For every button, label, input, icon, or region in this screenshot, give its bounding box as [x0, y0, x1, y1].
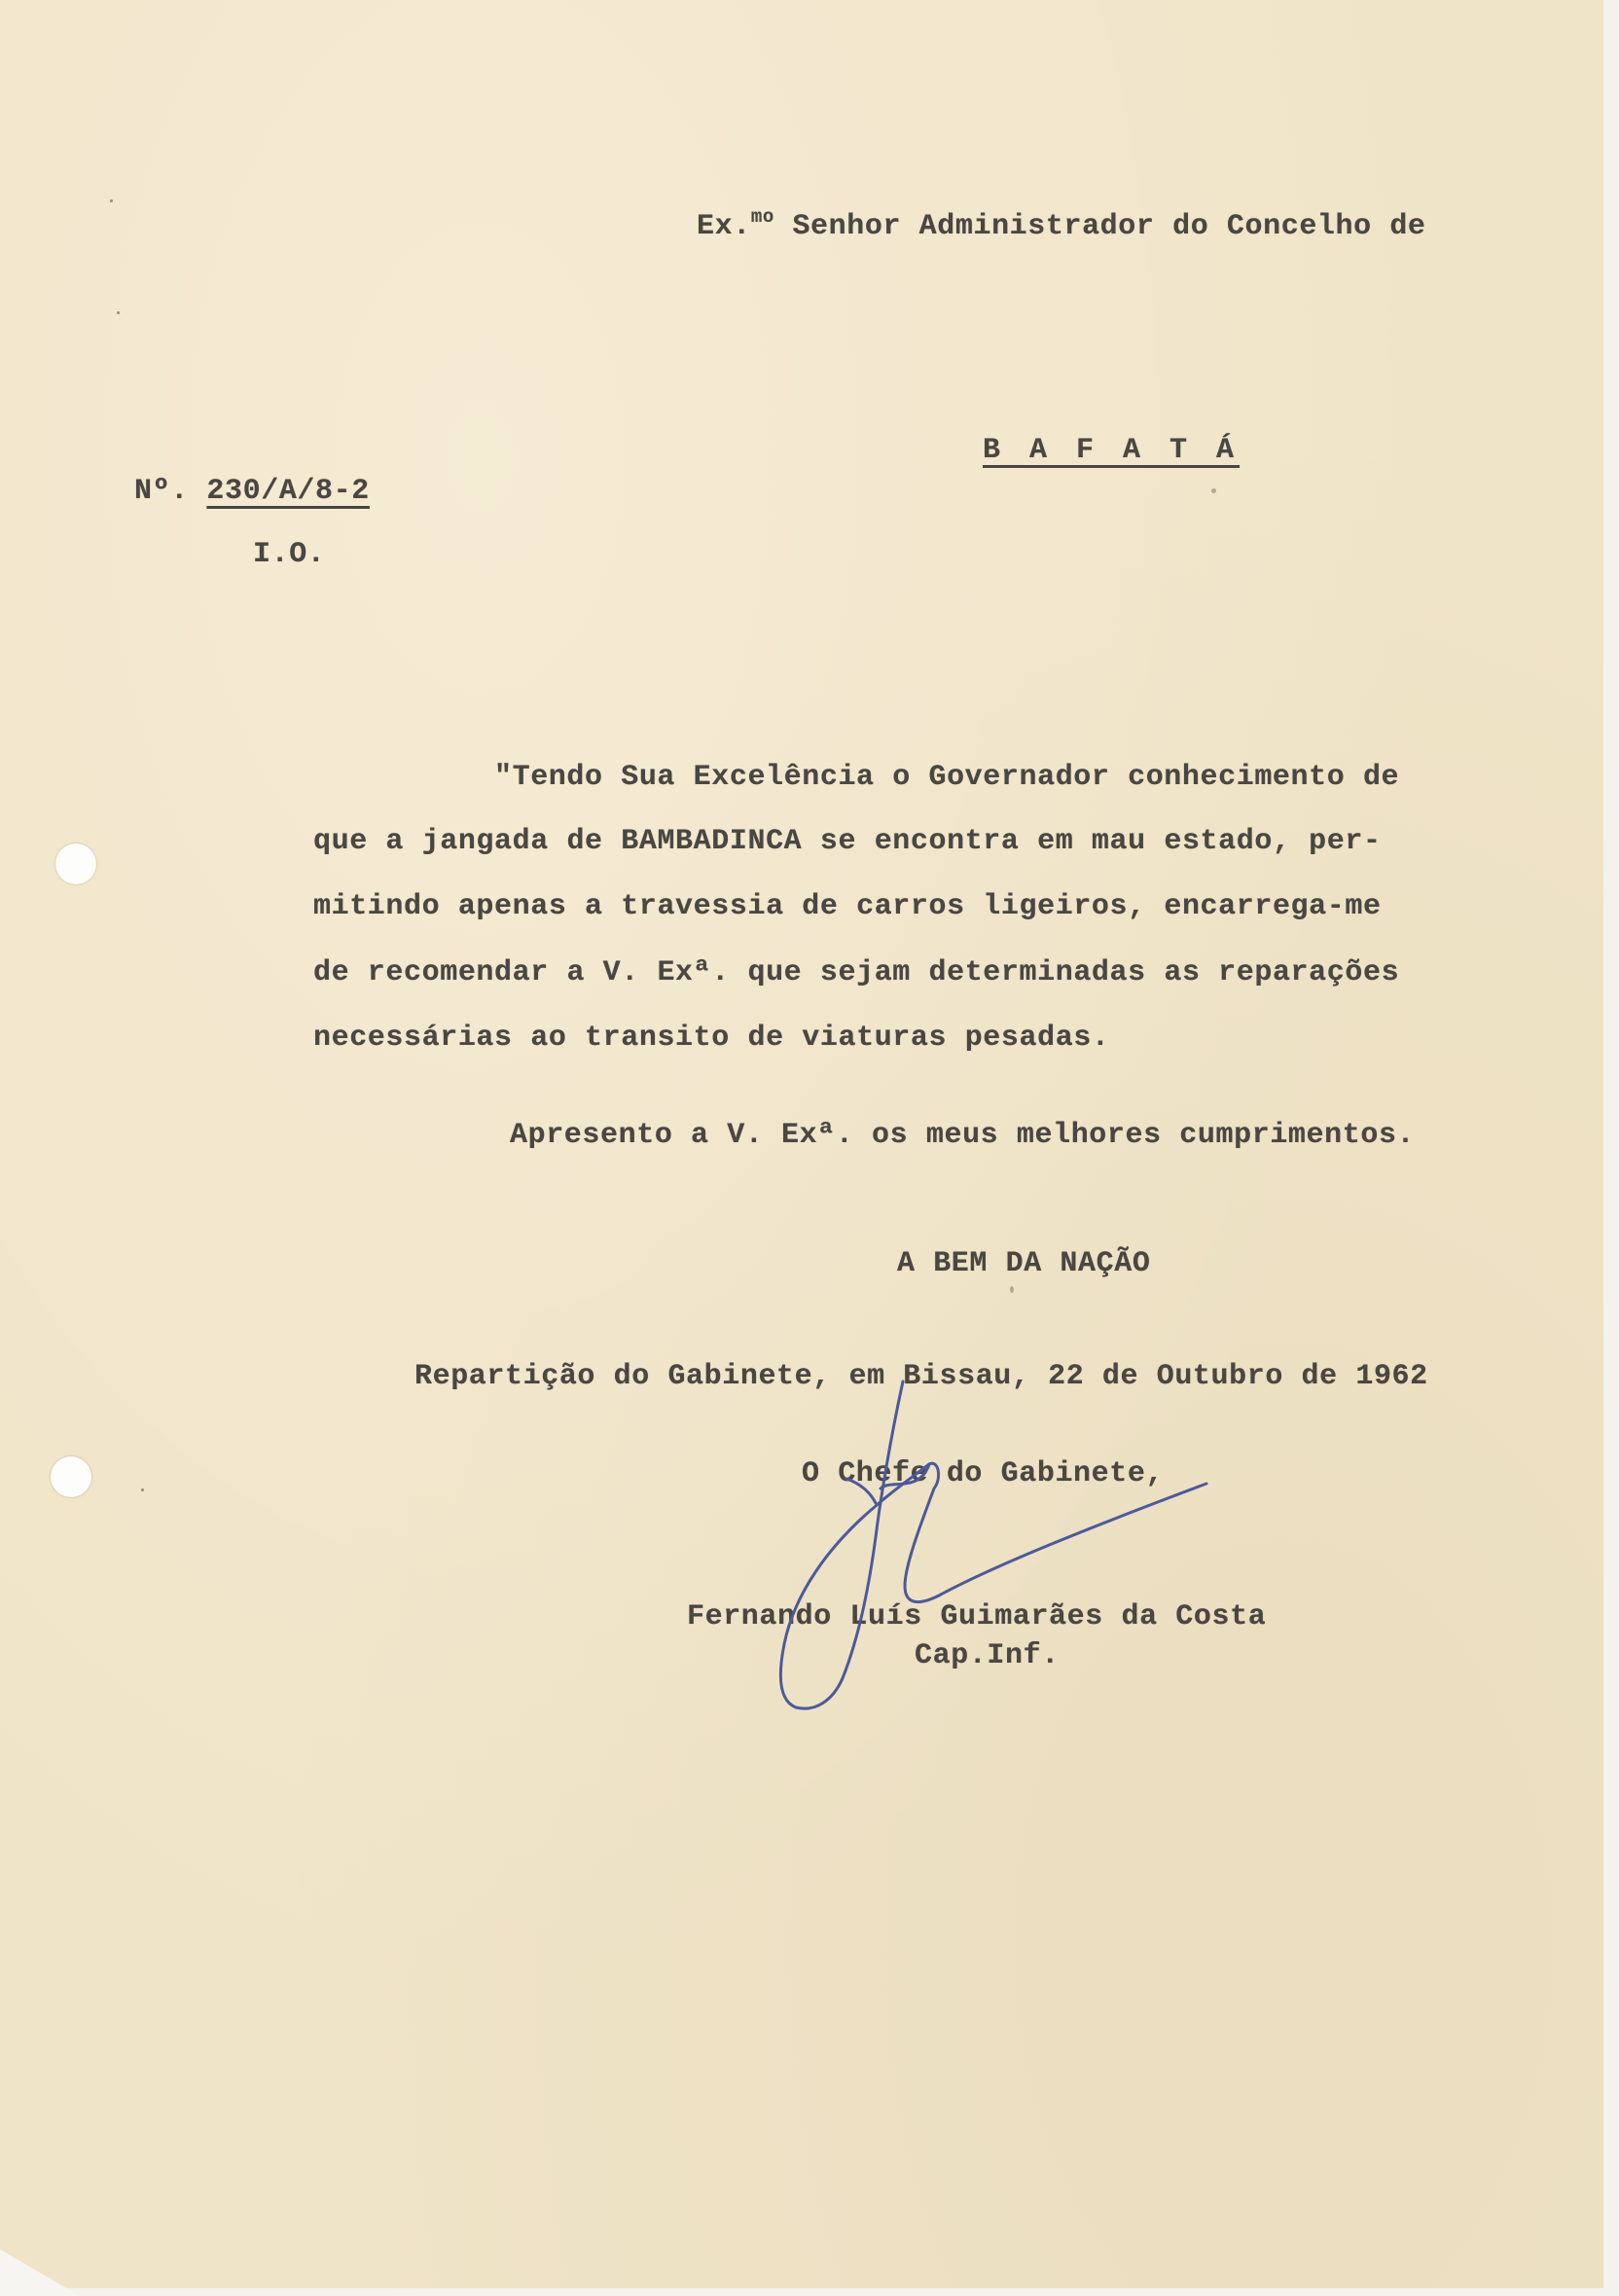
punch-hole-lower	[51, 1456, 91, 1497]
paper-speck	[141, 1489, 144, 1491]
signatory-rank: Cap.Inf.	[915, 1639, 1060, 1672]
body-line-4: de recomendar a V. Exª. que sejam determinadas as reparações	[313, 956, 1400, 989]
body-line-2: que a jangada de BAMBADINCA se encontra em mau estado, per-	[313, 825, 1382, 858]
reference-prefix: Nº.	[134, 475, 189, 508]
paper-stain	[1010, 1286, 1014, 1293]
place-date-line: Repartição do Gabinete, em Bissau, 22 de Outubro de 1962	[414, 1360, 1428, 1393]
body-line-3: mitindo apenas a travessia de carros ligeiros, encarrega-me	[313, 890, 1382, 923]
closing-line: Apresento a V. Exª. os meus melhores cumprimentos.	[510, 1119, 1416, 1152]
addressee-place: B A F A T Á	[983, 434, 1241, 467]
addressee-line	[697, 206, 1426, 243]
body-line-1: "Tendo Sua Excelência o Governador conhecimento de	[494, 761, 1400, 794]
motto: A BEM DA NAÇÃO	[897, 1247, 1151, 1280]
signatory-name: Fernando Luís Guimarães da Costa	[687, 1600, 1267, 1633]
body-line-5: necessárias ao transito de viaturas pesadas.	[313, 1022, 1110, 1055]
addressee-honorific-superscript: mo	[750, 206, 774, 228]
paper-speck	[117, 311, 120, 314]
reference-code: I.O.	[253, 538, 326, 571]
addressee-text: Senhor Administrador do Concelho de	[792, 210, 1426, 243]
punch-hole-upper	[55, 843, 96, 884]
signatory-title: O Chefe do Gabinete,	[802, 1457, 1165, 1490]
reference-number-line	[134, 475, 370, 508]
paper-stain	[1211, 488, 1216, 493]
addressee-honorific: Ex.	[697, 210, 751, 243]
reference-number: 230/A/8-2	[206, 475, 370, 508]
paper-speck	[110, 199, 113, 202]
